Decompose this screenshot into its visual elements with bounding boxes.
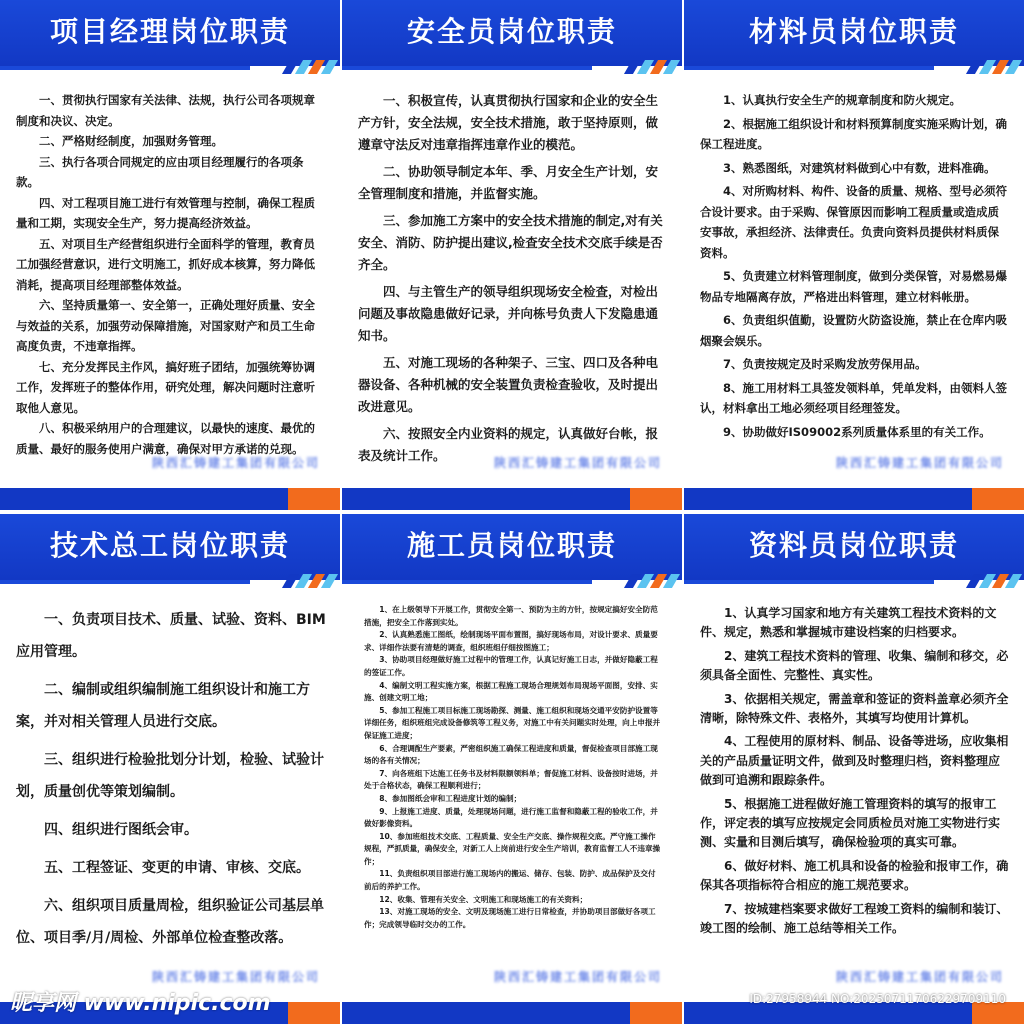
decorative-stripes: [282, 60, 332, 74]
duty-item: 1、认真执行安全生产的规章制度和防火规定。: [723, 93, 961, 107]
duty-list: [364, 604, 662, 931]
duty-item: 3、依据相关规定，需盖章和签证的资料盖章必须齐全清晰，除特殊文件、表格外，其填写均使用计算机。: [700, 691, 1009, 726]
duty-item: 2、根据施工组织设计和材料预算制度实施采购计划，确保工程进度。: [700, 116, 1007, 151]
duty-list: [16, 90, 326, 459]
duty-item: 四、组织进行图纸会审。: [44, 822, 198, 838]
company-name: 陕西汇铸建工集团有限公司: [493, 456, 662, 470]
duty-item: 一、贯彻执行国家有关法律、法规，执行公司各项规章制度和决议、决定。: [16, 93, 315, 128]
duty-item: 10、参加班组技术交底、工程质量、安全生产交底、操作规程交底。严守施工操作规程，严抓质量，确保安全，对新工人上岗前进行安全生产培训，教育监督工人不违章操作；: [364, 831, 661, 866]
footer-accent: [630, 1002, 682, 1024]
company-name: 陕西汇铸建工集团有限公司: [835, 970, 1004, 984]
footer-accent: [972, 488, 1024, 510]
duty-item: 2、认真熟悉施工图纸，绘制现场平面布置图，搞好现场布局，对设计要求、质量要求、详细作法要有清楚的调查，组织班组仔细按图施工；: [364, 630, 658, 652]
panel-header: [342, 514, 682, 580]
footer-accent: [288, 488, 340, 510]
panel-chief-engineer: [0, 514, 340, 1024]
duty-item: 4、工程使用的原材料、制品、设备等进场，应收集相关的产品质量证明文件，做到及时整理归档，资料整理应做到可追溯和跟踪条件。: [700, 734, 1009, 788]
panel-construction-officer: [342, 514, 682, 1024]
duty-item: 五、工程签证、变更的申请、审核、交底。: [44, 860, 310, 876]
duty-item: 2、建筑工程技术资料的管理、收集、编制和移交，必须具备全面性、完整性、真实性。: [700, 648, 1009, 683]
duty-item: 9、协助做好IS09002系列质量体系里的有关工作。: [723, 424, 991, 439]
duty-item: 三、参加施工方案中的安全技术措施的制定,对有关安全、消防、防护提出建议,检查安全技术交底手续是否齐全。: [358, 213, 663, 272]
duty-item: 12、收集、管理有关安全、文明施工和现场施工的有关资料；: [379, 894, 588, 904]
footer-accent: [630, 488, 682, 510]
duty-list: [358, 90, 668, 467]
header-underline: [684, 580, 934, 584]
duty-item: 三、组织进行检验批划分计划，检验、试验计划，质量创优等策划编制。: [16, 752, 324, 800]
panel-header: [0, 514, 340, 580]
duty-item: 9、上报施工进度、质量，处理现场问题，进行施工监督和隐蔽工程的验收工作，并做好影像资料。: [364, 806, 658, 829]
duty-item: 八、积极采纳用户的合理建议，以最快的速度、最优的质量、最好的服务使用户满意，确保对甲方承诺的兑现。: [16, 421, 315, 456]
duty-item: 13、对施工现场的安全、文明及现场施工进行日常检查，并协助项目部做好各项工作；完成领导临时交办的工作。: [364, 907, 656, 929]
duty-item: 二、严格财经制度，加强财务管理。: [39, 134, 223, 148]
decorative-stripes: [966, 574, 1016, 588]
duty-item: 5、根据施工进程做好施工管理资料的填写的报审工作，评定表的填写应按规定会同质检员对施工实物进行实测、实量和目测后填写，确保检验项的真实可靠。: [700, 796, 1001, 850]
header-underline: [0, 580, 250, 584]
duty-list: [700, 90, 1010, 442]
panel-title: 资料员岗位职责: [748, 529, 959, 562]
duty-item: 二、编制或组织编制施工组织设计和施工方案，并对相关管理人员进行交底。: [16, 682, 310, 730]
duty-item: 8、参加图纸会审和工程进度计划的编制；: [379, 793, 522, 803]
panel-header: [684, 0, 1024, 66]
duty-item: 一、积极宣传，认真贯彻执行国家和企业的安全生产方针，安全法规，安全技术措施，敢于坚持原则，做遵章守法反对违章指挥违章作业的模范。: [358, 93, 659, 152]
panel-title: 安全员岗位职责: [406, 15, 617, 48]
header-underline: [0, 66, 250, 70]
panel-material-officer: [684, 0, 1024, 510]
duty-item: 五、对项目生产经营组织进行全面科学的管理，教育员工加强经营意识，进行文明施工，抓好成本核算，努力降低消耗，提高项目经理部整体效益。: [16, 236, 315, 292]
header-underline: [342, 66, 592, 70]
duty-list: [16, 604, 326, 954]
panel-project-manager: [0, 0, 340, 510]
duty-item: 四、对工程项目施工进行有效管理与控制，确保工程质量和工期，实现安全生产，努力提高经济效益。: [16, 195, 315, 230]
duty-item: 5、参加工程施工项目标施工现场勘探、测量、施工组织和现场交通平安防护设置等详细任务，组织班组完成设备修筑等工程义务，对施工中有关问题实时处理，向上申报并保证施工进度；: [364, 705, 661, 740]
duty-item: 4、编制文明工程实施方案，根据工程施工现场合理规划布局现场平面图，安排、实施、创建文明工地；: [364, 680, 658, 703]
header-underline: [684, 66, 934, 70]
company-name: 陕西汇铸建工集团有限公司: [493, 970, 662, 984]
site-watermark: 昵享网 www.nipic.com: [10, 991, 271, 1016]
duty-item: 1、认真学习国家和地方有关建筑工程技术资料的文件、规定，熟悉和掌握城市建设档案的归档要求。: [700, 606, 997, 640]
company-name: 陕西汇铸建工集团有限公司: [835, 456, 1004, 470]
decorative-stripes: [624, 60, 674, 74]
panel-header: [0, 0, 340, 66]
panel-title: 材料员岗位职责: [748, 15, 959, 48]
duty-item: 3、熟悉图纸，对建筑材料做到心中有数，进料准确。: [723, 160, 996, 175]
decorative-stripes: [624, 574, 674, 588]
duty-item: 三、执行各项合同规定的应由项目经理履行的各项条款。: [16, 154, 304, 189]
panel-safety-officer: [342, 0, 682, 510]
duty-item: 1、在上级领导下开展工作，贯彻安全第一、预防为主的方针，按规定搞好安全防范措施，把安全工作落到实处。: [364, 605, 658, 627]
panel-document-officer: [684, 514, 1024, 1024]
company-name: 陕西汇铸建工集团有限公司: [151, 456, 320, 470]
duty-item: 四、与主管生产的领导组织现场安全检查，对检出问题及事故隐患做好记录，并向栋号负责人下发隐患通知书。: [358, 284, 659, 343]
duty-item: 7、按城建档案要求做好工程竣工资料的编制和装订、竣工图的绘制、施工总结等相关工作。: [700, 901, 1009, 936]
duty-item: 8、施工用材料工具签发领料单，凭单发料，由领料人签认，材料拿出工地必须经项目经理签发。: [700, 380, 1007, 415]
duty-item: 五、对施工现场的各种架子、三宝、四口及各种电器设备、各种机械的安全装置负责检查验收，及时提出改进意见。: [358, 355, 659, 414]
panel-header: [342, 0, 682, 66]
panel-header: [684, 514, 1024, 580]
duty-item: 4、对所购材料、构件、设备的质量、规格、型号必须符合设计要求。由于采购、保管原因而影响工程质量或造成质安事故，承担经济、法律责任。负责向资料员提供材料质保资料。: [700, 184, 1007, 260]
duty-item: 六、组织项目质量周检，组织验证公司基层单位、项目季/月/周检、外部单位检查整改落。: [16, 898, 324, 946]
duty-item: 一、负责项目技术、质量、试验、资料、BIM应用管理。: [16, 612, 326, 660]
panel-title: 技术总工岗位职责: [49, 529, 290, 562]
duty-item: 七、充分发挥民主作风，搞好班子团结，加强统筹协调工作，发挥班子的整体作用，研究处理，解决问题时注意听取他人意见。: [16, 359, 315, 415]
duty-item: 7、向各班组下达施工任务书及材料限额领料单；督促施工材料、设备按时进场，并处于合格状态，确保工程顺利进行；: [364, 768, 658, 791]
duty-list: [700, 604, 1010, 939]
duty-item: 11、负责组织项目部进行施工现场内的搬运、储存、包装、防护、成品保护及交付前后的养护工作。: [364, 869, 656, 892]
decorative-stripes: [282, 574, 332, 588]
duty-item: 5、负责建立材料管理制度，做到分类保管，对易燃易爆物品专地隔离存放，严格进出料管理，建立材料帐册。: [700, 269, 1007, 304]
duty-item: 7、负责按规定及时采购发放劳保用品。: [723, 357, 927, 371]
image-id-watermark: ID:27958944 NO:20250711706229709110: [749, 992, 1006, 1006]
panel-title: 施工员岗位职责: [406, 529, 617, 562]
duty-item: 6、合理调配生产要素，严密组织施工确保工程进度和质量，督促检查项目部施工现场的各有关情况；: [364, 743, 658, 766]
header-underline: [342, 580, 592, 584]
footer-accent: [288, 1002, 340, 1024]
duty-item: 3、协助项目经理做好施工过程中的管理工作，认真记好施工日志，并做好隐蔽工程的签证工作。: [364, 655, 658, 677]
panel-title: 项目经理岗位职责: [49, 15, 290, 48]
duty-item: 六、坚持质量第一、安全第一，正确处理好质量、安全与效益的关系，加强劳动保障措施，对国家财产和员工生命高度负责，不违章指挥。: [16, 298, 315, 353]
company-name: 陕西汇铸建工集团有限公司: [151, 970, 320, 984]
duty-item: 6、负责组织值勤，设置防火防盗设施，禁止在仓库内吸烟聚会娱乐。: [700, 313, 1007, 348]
duty-item: 6、做好材料、施工机具和设备的检验和报审工作，确保其各项指标符合相应的施工规范要求。: [700, 858, 1009, 893]
duty-item: 二、协助领导制定本年、季、月安全生产计划，安全管理制度和措施，并监督实施。: [358, 164, 659, 201]
duty-item: 六、按照安全内业资料的规定，认真做好台帐，报表及统计工作。: [358, 426, 659, 463]
decorative-stripes: [966, 60, 1016, 74]
